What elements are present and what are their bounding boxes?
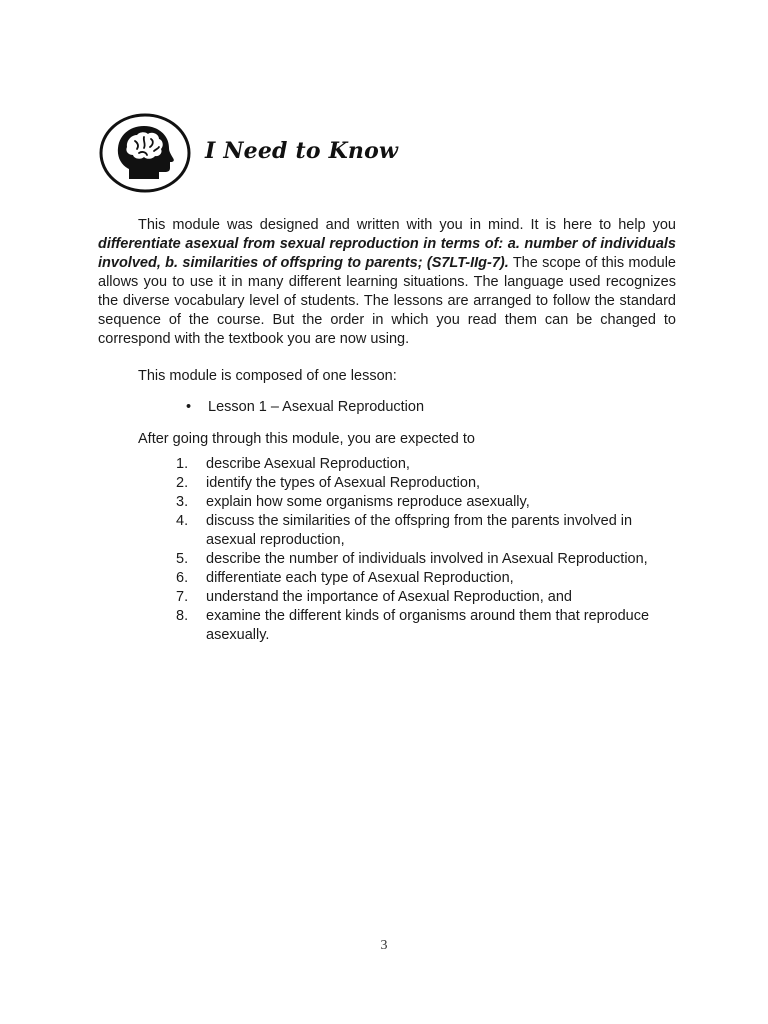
objective-item: [176, 512, 676, 550]
objective-number: 7.: [176, 589, 189, 605]
objective-item: [176, 550, 676, 569]
objective-item: [176, 455, 676, 474]
expected-line: After going through this module, you are expected to: [138, 431, 475, 447]
lesson-list: [98, 398, 676, 417]
objective-item: [176, 588, 676, 607]
module-content: [98, 216, 676, 645]
objective-text: examine the different kinds of organisms around them that reproduce asexually.: [206, 608, 650, 643]
objective-number: 8.: [176, 608, 189, 624]
objective-item: [176, 474, 676, 493]
lesson-item: [186, 398, 676, 417]
intro-paragraph: [98, 216, 676, 349]
objective-number: 1.: [176, 456, 189, 472]
intro-lead: This module was designed and written with you in mind. It is here to help you: [138, 217, 676, 233]
objective-text: describe the number of individuals involved in Asexual Reproduction,: [206, 551, 648, 567]
page-number: 3: [380, 938, 388, 953]
intro-emphasis: differentiate asexual from sexual reproduction in terms of: a. number of individuals involved, b. similarities of offspring to parents; (S7LT-IIg-7).: [98, 236, 676, 271]
objective-text: discuss the similarities of the offspring from the parents involved in asexual reproduction,: [206, 513, 633, 548]
objective-text: differentiate each type of Asexual Reproduction,: [206, 570, 514, 586]
objective-number: 5.: [176, 551, 189, 567]
section-title: I Need to Know: [205, 138, 399, 164]
objective-text: identify the types of Asexual Reproduction,: [206, 475, 481, 491]
objective-text: explain how some organisms reproduce asexually,: [206, 494, 530, 510]
objective-number: 6.: [176, 570, 189, 586]
lesson-label: Lesson 1 – Asexual Reproduction: [208, 399, 425, 415]
objectives-list: [98, 455, 676, 645]
bullet-icon: •: [186, 399, 192, 415]
objective-text: describe Asexual Reproduction,: [206, 456, 410, 472]
objective-number: 3.: [176, 494, 189, 510]
intro-tail: The scope of this module allows you to use it in many different learning situations. The language used recognizes the diverse vocabulary level of students. The lessons are arranged to follow the standard sequence of the course. But the order in which you read them can be changed to correspond with the textbook you are now using.: [98, 255, 676, 347]
objective-text: understand the importance of Asexual Reproduction, and: [206, 589, 572, 605]
objective-item: [176, 493, 676, 512]
objective-number: 4.: [176, 513, 189, 529]
objective-number: 2.: [176, 475, 189, 491]
objective-item: [176, 607, 676, 645]
head-brain-icon: [99, 113, 191, 193]
objective-item: [176, 569, 676, 588]
composed-line: This module is composed of one lesson:: [138, 368, 397, 384]
